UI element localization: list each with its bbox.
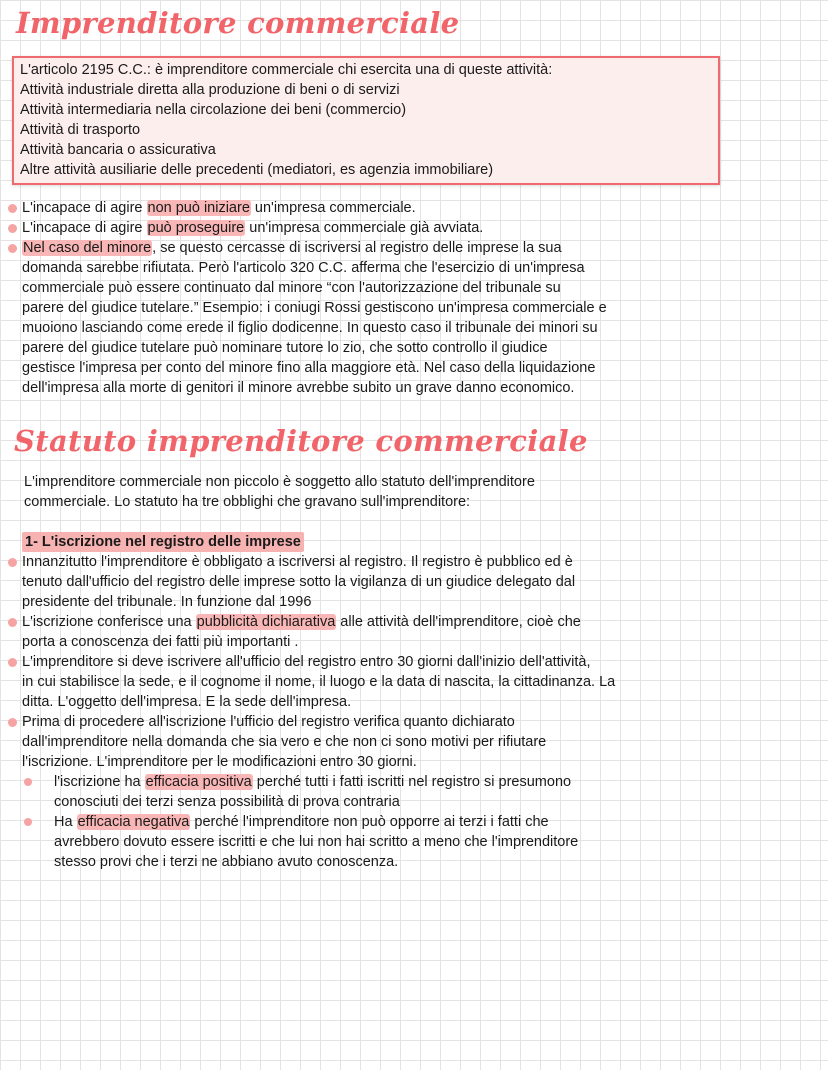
bullet-text: , se questo cercasse di iscriversi al registro delle imprese la sua (152, 240, 562, 256)
bullet-text: domanda sarebbe rifiutata. Però l'articolo 320 C.C. afferma che l'esercizio di un'impresa (22, 260, 585, 276)
bullet-dot-icon (8, 224, 17, 233)
bullet-text: conosciuti dei terzi senza possibilità di prova contraria (54, 794, 400, 810)
bullet-text: L'iscrizione conferisce una (22, 614, 196, 630)
bullet-text: un'impresa commerciale. (250, 200, 416, 216)
box-line: Attività intermediaria nella circolazione dei beni (commercio) (20, 102, 407, 118)
intro-line: L'imprenditore commerciale non piccolo è soggetto allo statuto dell'imprenditore (24, 474, 535, 490)
bullet-pubblicita (8, 612, 808, 652)
sub-bullet-positiva (20, 772, 808, 812)
bullet-incapace-2 (8, 218, 808, 238)
bullet-text: perché l'imprenditore non può opporre ai terzi i fatti che (190, 814, 549, 830)
bullet-verifica (8, 712, 808, 772)
bullet-dot-icon (24, 818, 32, 826)
box-line: Attività di trasporto (20, 122, 141, 138)
highlight: efficacia positiva (145, 774, 252, 790)
highlight: può proseguire (147, 220, 245, 236)
bullet-text: gestisce l'impresa per conto del minore fino alla maggiore età. Nel caso della liquidazione (22, 360, 596, 376)
bullet-obbligo (8, 552, 808, 612)
bullet-text: muoiono lasciando come erede il figlio dodicenne. In questo caso il tribunale dei minori su (22, 320, 598, 336)
bullet-dot-icon (8, 244, 17, 253)
bullet-text: ditta. L'oggetto dell'impresa. E la sede dell'impresa. (22, 694, 352, 710)
bullet-text: l'iscrizione ha (54, 774, 145, 790)
bullet-text: un'impresa commerciale già avviata. (245, 220, 484, 236)
statuto-intro (24, 472, 804, 512)
box-line: Attività bancaria o assicurativa (20, 142, 216, 158)
bullet-text: L'incapace di agire (22, 200, 147, 216)
bullet-text: tenuto dall'ufficio del registro delle imprese sotto la vigilanza di un giudice delegato dal (22, 574, 576, 590)
bullet-text: l'iscrizione. L'imprenditore per le modificazioni entro 30 giorni. (22, 754, 417, 770)
bullet-text: L'imprenditore si deve iscrivere all'ufficio del registro entro 30 giorni dall'inizio dell'attività, (22, 654, 591, 670)
bullet-minore (8, 238, 808, 398)
box-line: Altre attività ausiliarie delle precedenti (mediatori, es agenzia immobiliare) (20, 162, 494, 178)
article-2195-box (12, 56, 720, 185)
highlight: Nel caso del minore (23, 240, 152, 256)
box-line: L'articolo 2195 C.C.: è imprenditore commerciale chi esercita una di queste attività: (20, 62, 553, 78)
bullet-dot-icon (8, 558, 17, 567)
bullet-text: dell'impresa alla morte di genitori il minore avrebbe subito un grave danno economico. (22, 380, 575, 396)
intro-line: commerciale. Lo statuto ha tre obblighi che gravano sull'imprenditore: (24, 494, 471, 510)
bullet-text: parere del giudice tutelare può nominare tutore lo zio, che sotto controllo il giudice (22, 340, 548, 356)
highlight: efficacia negativa (77, 814, 190, 830)
bullet-text: L'incapace di agire (22, 220, 147, 236)
sub-bullet-negativa (20, 812, 808, 872)
bullet-termini (8, 652, 808, 712)
bullet-text: parere del giudice tutelare.” Esempio: i coniugi Rossi gestiscono un'impresa commerciale e (22, 300, 607, 316)
subheading-iscrizione: 1- L'iscrizione nel registro delle imprese (22, 532, 304, 552)
bullet-incapace-1 (8, 198, 808, 218)
section-title-imprenditore: Imprenditore commerciale (16, 6, 460, 40)
box-line: Attività industriale diretta alla produzione di beni o di servizi (20, 82, 400, 98)
bullet-text: stesso provi che i terzi ne abbiano avuto conoscenza. (54, 854, 399, 870)
minor-bullets (8, 198, 808, 398)
bullet-text: porta a conoscenza dei fatti più importanti . (22, 634, 299, 650)
bullet-text: perché tutti i fatti iscritti nel registro si presumono (252, 774, 572, 790)
bullet-text: alle attività dell'imprenditore, cioè che (336, 614, 581, 630)
bullet-dot-icon (8, 618, 17, 627)
bullet-dot-icon (8, 718, 17, 727)
bullet-text: avrebbero dovuto essere iscritti e che lui non hai scritto a meno che l'imprenditore (54, 834, 579, 850)
bullet-text: in cui stabilisce la sede, e il cognome il nome, il luogo e la data di nascita, la cittadinanza. La (22, 674, 616, 690)
section-title-statuto: Statuto imprenditore commerciale (14, 424, 588, 458)
bullet-dot-icon (8, 658, 17, 667)
bullet-text: Ha (54, 814, 77, 830)
registro-bullets (8, 552, 808, 872)
bullet-text: commerciale può essere continuato dal minore “con l'autorizzazione del tribunale su (22, 280, 561, 296)
bullet-text: dall'imprenditore nella domanda che sia vero e che non ci sono motivi per rifiutare (22, 734, 547, 750)
bullet-dot-icon (24, 778, 32, 786)
bullet-text: presidente del tribunale. In funzione dal 1996 (22, 594, 312, 610)
highlight: non può iniziare (147, 200, 250, 216)
bullet-text: Innanzitutto l'imprenditore è obbligato a iscriversi al registro. Il registro è pubblico ed è (22, 554, 573, 570)
bullet-text: Prima di procedere all'iscrizione l'ufficio del registro verifica quanto dichiarato (22, 714, 515, 730)
bullet-dot-icon (8, 204, 17, 213)
highlight: pubblicità dichiarativa (196, 614, 336, 630)
